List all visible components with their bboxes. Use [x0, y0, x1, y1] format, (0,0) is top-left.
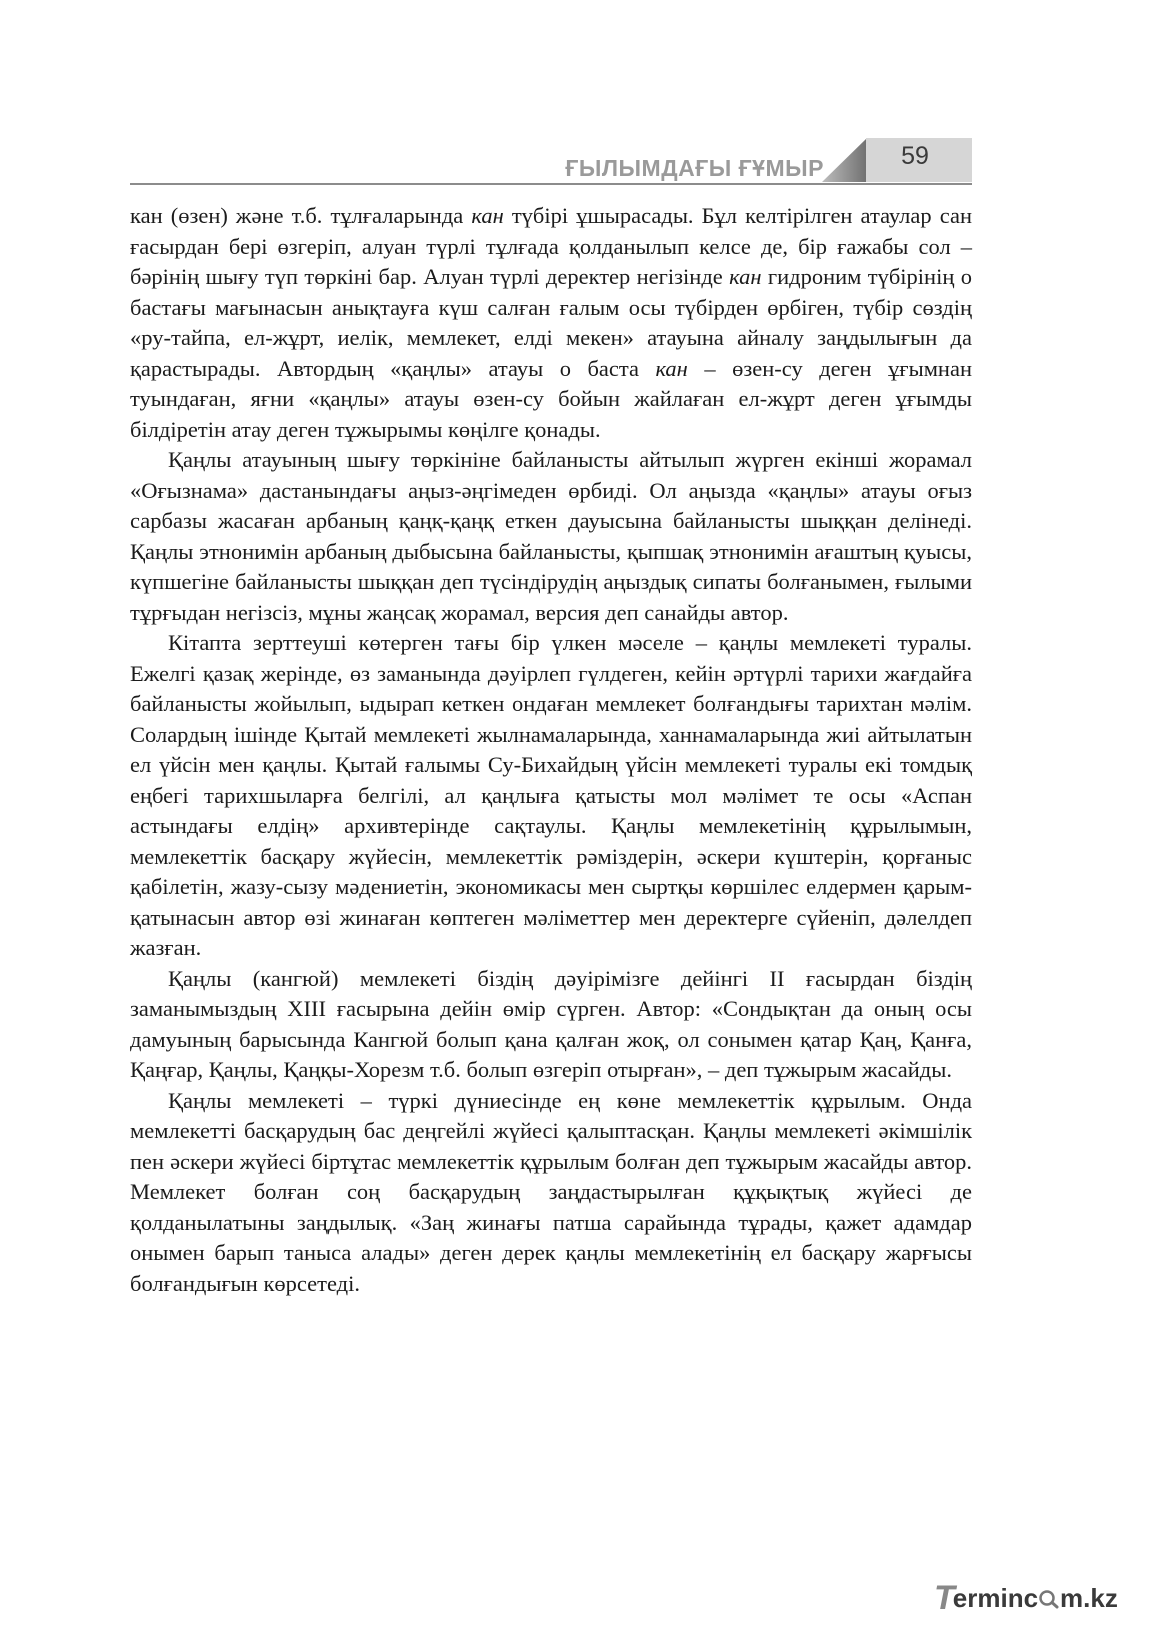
text-run: Кітапта зерттеуші көтерген тағы бір үлкен мәселе – қаңлы мемлекеті туралы. Ежелгі қазақ жерінде, өз заманында дәуірлеп гүлдеген, кейін әртүрлі тарихи жағдайға байланысты жойылып, ыдырап кеткен ондаған мемлекет болғандығы тарихтан мәлім. Солардың ішінде Қытай мемлекеті жылнамаларында, ханнамаларында жиі айтылатын ел үйсін мен қаңлы. Қытай ғалымы Су-Бихайдың үйсін мемлекеті туралы екі томдық еңбегі тарихшыларға белгілі, ал қаңлыға қатысты мол мәлімет те осы «Аспан астындағы елдің» архивтерінде сақтаулы. Қаңлы мемлекетінің құрылымын, мемлекеттік басқару жүйесін, мемлекеттік рәміздерін, әскери күштерін, қорғаныс қабілетін, жазу-сызу мәдениетін, экономикасы мен сыртқы көршілес елдермен қарым-қатынасын автор өзі жинаған көптеген мәліметтер мен деректерге сүйеніп, дәлелдеп жазған.: [130, 630, 972, 960]
header-rule: [130, 183, 972, 185]
running-title: ҒЫЛЫМДАҒЫ ҒҰМЫР: [565, 155, 824, 181]
text-run: түбірі ұшырасады. Бұл келтірілген атаулар сан ғасырдан бері өзгеріп, алуан түрлі тұлғада қолданылып келсе де, бір ғажабы сол – бәрінің шығу түп төркіні бар. Алуан түрлі деректер негізінде: [130, 203, 973, 289]
page-header: [130, 138, 972, 188]
magnifier-icon: [1038, 1587, 1060, 1609]
paragraph: [130, 1086, 972, 1300]
text-run: Қаңлы (кангюй) мемлекеті біздің дәуірімізге дейінгі ІІ ғасырдан біздің заманымыздың ХІІІ ғасырына дейін өмір сүрген. Автор: «Сондықтан да оның осы дамуының барысында Кангюй болып қана қалған жоқ, ол сонымен қатар Қаң, Қанға, Қаңғар, Қаңлы, Қаңқы-Хорезм т.б. болып өзгеріп отырған», – деп тұжырым жасайды.: [130, 965, 972, 1082]
italic-term: кан: [729, 264, 762, 289]
watermark-initial: T: [934, 1578, 955, 1617]
italic-term: кан: [471, 203, 504, 228]
text-run: Қаңлы атауының шығу төркініне байланысты айтылып жүрген екінші жорамал «Оғызнама» дастанындағы аңыз-әңгімеден өрбиді. Ол аңызда «қаңлы» атауы оғыз сарбазы жасаған арбаның қаңқ-қаңқ еткен дауысына байланысты шыққан делінеді. Қаңлы этнонимін арбаның дыбысына байланысты, қыпшақ этнонимін ағаштың қуысы, күпшегіне байланысты шыққан деп түсіндірудің аңыздық сипаты болғанымен, ғылыми тұрғыдан негізсіз, мұны жаңсақ жорамал, версия деп санайды автор.: [130, 447, 972, 625]
paragraph: [130, 445, 972, 628]
site-watermark[interactable]: [934, 1578, 1118, 1618]
text-run: – өзен-су деген ұғымнан туындаған, яғни «қаңлы» атауы өзен-су бойын жайлаған ел-жұрт деген ұғымды білдіретін атау деген тұжырымы көңілге қонады.: [130, 355, 972, 442]
paragraph: [130, 628, 972, 964]
paragraph: [130, 964, 972, 1086]
text-run: гидроним түбірінің о бастағы мағынасын анықтауға күш салған ғалым осы түбірден өрбіген, түбір сөздің «ру-тайпа, ел-жұрт, иелік, мемлекет, елді мекен» атауына айналу заңдылығын да қарастырады. Автордың «қаңлы» атауы о баста: [130, 264, 972, 381]
text-run: кан (өзен) және т.б. тұлғаларында: [130, 203, 472, 228]
body-text: [130, 201, 972, 1299]
italic-term: кан: [655, 355, 688, 381]
watermark-domain: m.kz: [1060, 1582, 1118, 1613]
page-number: 59: [901, 142, 929, 170]
text-run: Қаңлы мемлекеті – түркі дүниесінде ең көне мемлекеттік құрылым. Онда мемлекетті басқарудың бас деңгейлі жүйесі қалыптасқан. Қаңлы мемлекеті әкімшілік пен әскери жүйесі біртұтас мемлекеттік құрылым болған деп тұжырым жасайды автор. Мемлекет болған соң басқарудың заңдастырылған құқықтық жүйесі де қолданылатыны заңдылық. «Заң жинағы патша сарайында тұрады, қажет адамдар онымен барып таныса алады» деген дерек қаңлы мемлекетінің ел басқару жарғысы болғандығын көрсетеді.: [130, 1087, 972, 1296]
paragraph: [130, 201, 972, 445]
watermark-middle: erminc: [952, 1582, 1039, 1613]
